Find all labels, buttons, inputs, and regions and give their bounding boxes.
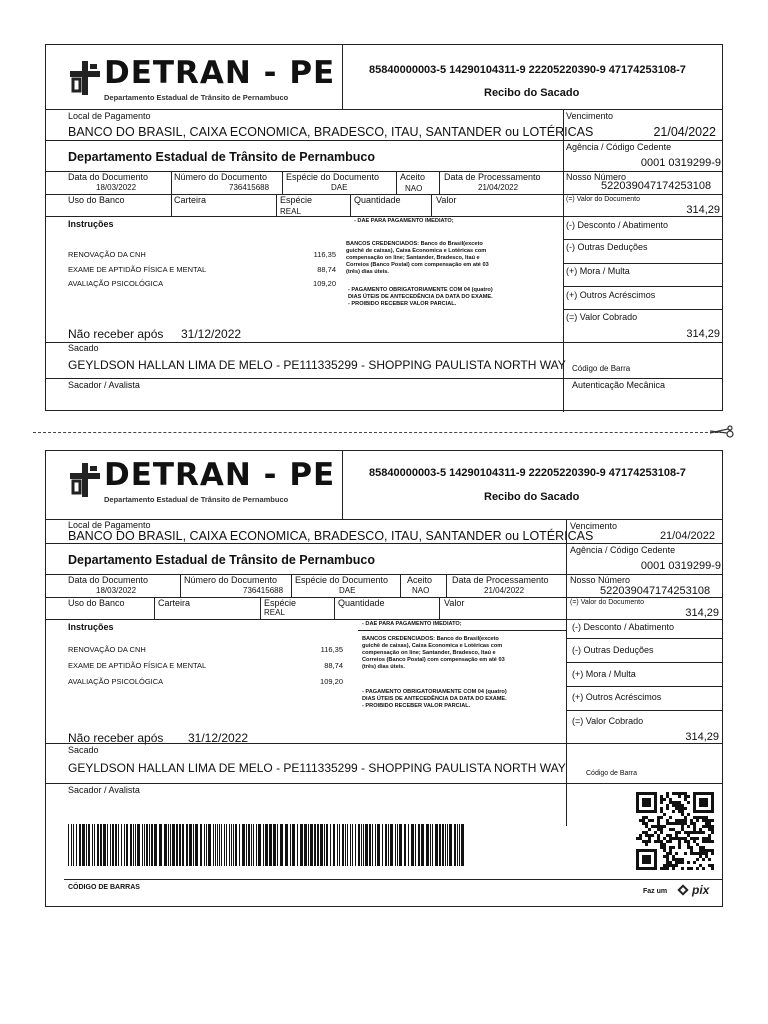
numero-documento-label: Número do Documento: [184, 575, 278, 585]
nao-receber-label: Não receber após: [68, 731, 164, 745]
especie-documento-label: Espécie do Documento: [295, 575, 389, 585]
item-value: 116,35: [313, 250, 336, 259]
agencia-value: 0001 0319299-9: [640, 157, 721, 169]
boleto-recibo-sacado: [45, 44, 723, 411]
instrucoes-label: Instruções: [68, 622, 114, 632]
item-name: RENOVAÇÃO DA CNH: [68, 645, 146, 654]
item-value: 109,20: [313, 279, 336, 288]
nosso-numero-value: 522039047174253108: [600, 585, 711, 597]
outras-deducoes-label: (-) Outras Deduções: [566, 242, 648, 252]
instruction-block: BANCOS CREDENCIADOS: Banco do Brasil(exceto guichê de caixas), Caixa Economica e Lotéricas com compensação on line; Santander, Bradesco, Itaú e Correios (Banco Postal) com compensação em até 03 (três) dias úteis.: [346, 241, 489, 275]
outros-acrescimos-label: (+) Outros Acréscimos: [566, 290, 656, 300]
item-value: 109,20: [320, 677, 343, 686]
mora-multa-label: (+) Mora / Multa: [572, 669, 636, 679]
cut-line: [33, 432, 723, 433]
outras-deducoes-label: (-) Outras Deduções: [572, 645, 654, 655]
vencimento-value: 21/04/2022: [653, 125, 716, 139]
data-processamento-value: 21/04/2022: [484, 586, 525, 595]
item-name: RENOVAÇÃO DA CNH: [68, 250, 146, 259]
valor-cobrado-label: (=) Valor Cobrado: [572, 716, 644, 726]
logo-title: DETRAN - PE: [104, 457, 336, 493]
scissors-icon: [708, 424, 736, 438]
pix-logo-icon: [676, 883, 690, 897]
data-documento-value: 18/03/2022: [96, 586, 137, 595]
sacado-value: GEYLDSON HALLAN LIMA DE MELO - PE111335299 - SHOPPING PAULISTA NORTH WAY: [68, 358, 566, 372]
vencimento-label: Vencimento: [570, 521, 618, 531]
especie-value: REAL: [264, 608, 285, 617]
codigo-barras-label: CÓDIGO DE BARRAS: [68, 884, 140, 891]
cedente-value: Departamento Estadual de Trânsito de Pernambuco: [68, 150, 376, 164]
data-processamento-label: Data de Processamento: [452, 575, 549, 585]
cedente-value: Departamento Estadual de Trânsito de Pernambuco: [68, 553, 376, 567]
detran-logo-icon: [70, 61, 100, 95]
uso-banco-label: Uso do Banco: [68, 195, 125, 205]
especie-documento-value: DAE: [339, 586, 356, 595]
data-documento-label: Data do Documento: [68, 575, 149, 585]
pix-wordmark: pix: [692, 883, 710, 897]
item-name: EXAME DE APTIDÃO FÍSICA E MENTAL: [68, 661, 207, 670]
logo-subtitle: Departamento Estadual de Trânsito de Pernambuco: [104, 93, 289, 102]
item-value: 88,74: [317, 265, 336, 274]
logo-title: DETRAN - PE: [104, 55, 336, 91]
data-documento-value: 18/03/2022: [96, 183, 137, 192]
item-value: 88,74: [324, 661, 343, 670]
sacador-label: Sacador / Avalista: [68, 380, 140, 390]
receipt-title: Recibo do Sacado: [484, 491, 580, 503]
especie-documento-value: DAE: [331, 183, 348, 192]
aceite-label: Aceito: [400, 172, 426, 182]
receipt-title: Recibo do Sacado: [484, 87, 580, 99]
codigo-barra-label: Código de Barra: [586, 770, 637, 777]
aceite-value: NAO: [412, 586, 430, 595]
barcode-icon: [68, 824, 468, 866]
uso-banco-label: Uso do Banco: [68, 598, 125, 608]
detran-logo-icon: [70, 463, 100, 497]
quantidade-label: Quantidade: [338, 598, 385, 608]
autenticacao-label: Autenticação Mecânica: [572, 380, 666, 390]
agencia-label: Agência / Código Cedente: [570, 545, 676, 555]
especie-value: REAL: [280, 207, 301, 216]
valor-cobrado-label: (=) Valor Cobrado: [566, 312, 638, 322]
nao-receber-value: 31/12/2022: [188, 731, 249, 745]
instruction-block: BANCOS CREDENCIADOS: Banco do Brasil(exceto guichê de caixas), Caixa Economica e Lotéricas com compensação on line; Santander, Bradesco, Itaú e Correios (Banco Postal) com compensação em até 03 (três) dias úteis.: [362, 636, 505, 670]
desconto-label: (-) Desconto / Abatimento: [566, 220, 669, 230]
nosso-numero-label: Nosso Número: [570, 575, 631, 585]
vencimento-label: Vencimento: [566, 111, 614, 121]
especie-label: Espécie: [264, 598, 297, 608]
instruction-block-2: - PAGAMENTO OBRIGATORIAMENTE COM 04 (quatro) DIAS ÚTEIS DE ANTECEDÊNCIA DA DATA DO EXAME. - PROIBIDO RECEBER VALOR PARCIAL.: [362, 689, 507, 709]
logo-subtitle: Departamento Estadual de Trânsito de Pernambuco: [104, 495, 289, 504]
valor-cobrado-value: 314,29: [685, 731, 719, 743]
especie-label: Espécie: [280, 195, 313, 205]
desconto-label: (-) Desconto / Abatimento: [572, 622, 675, 632]
especie-documento-label: Espécie do Documento: [286, 172, 380, 182]
data-processamento-label: Data de Processamento: [444, 172, 541, 182]
item-name: AVALIAÇÃO PSICOLÓGICA: [68, 279, 164, 288]
sacado-label: Sacado: [68, 343, 99, 353]
valor-documento-value: 314,29: [686, 204, 720, 216]
vencimento-value: 21/04/2022: [659, 530, 715, 542]
digitable-line[interactable]: 85840000003-5 14290104311-9 22205220390-9 47174253108-7: [369, 64, 686, 76]
codigo-barra-label: Código de Barra: [572, 364, 631, 373]
instruction-line: - DAE PARA PAGAMENTO IMEDIATO;: [354, 218, 454, 224]
agencia-value: 0001 0319299-9: [640, 560, 721, 572]
sacador-label: Sacador / Avalista: [68, 785, 140, 795]
agencia-label: Agência / Código Cedente: [566, 142, 672, 152]
boleto-ficha-compensacao: [45, 450, 723, 907]
nosso-numero-value: 522039047174253108: [601, 180, 712, 192]
item-name: AVALIAÇÃO PSICOLÓGICA: [68, 677, 164, 686]
local-pagamento-value: BANCO DO BRASIL, CAIXA ECONOMICA, BRADESCO, ITAU, SANTANDER ou LOTÉRICAS: [68, 125, 594, 139]
quantidade-label: Quantidade: [354, 195, 401, 205]
qr-code-icon: [636, 792, 714, 870]
faz-um-label: Faz um: [643, 888, 668, 895]
local-pagamento-label: Local de Pagamento: [68, 111, 151, 121]
data-processamento-value: 21/04/2022: [478, 183, 519, 192]
item-value: 116,35: [320, 645, 343, 654]
valor-label: Valor: [436, 195, 457, 205]
aceite-value: NAO: [405, 184, 423, 193]
nosso-numero-label: Nosso Número: [566, 172, 627, 182]
instruction-line: - DAE PARA PAGAMENTO IMEDIATO;: [362, 621, 462, 627]
digitable-line[interactable]: 85840000003-5 14290104311-9 22205220390-9 47174253108-7: [369, 467, 686, 479]
sacado-label: Sacado: [68, 745, 99, 755]
instrucoes-label: Instruções: [68, 219, 114, 229]
valor-documento-label: (=) Valor do Documento: [566, 196, 640, 203]
mora-multa-label: (+) Mora / Multa: [566, 266, 630, 276]
numero-documento-value: 736415688: [229, 183, 270, 192]
nao-receber-label: Não receber após: [68, 327, 164, 341]
carteira-label: Carteira: [158, 598, 191, 608]
valor-documento-value: 314,29: [685, 607, 719, 619]
valor-documento-label: (=) Valor do Documento: [570, 599, 644, 606]
numero-documento-value: 736415688: [243, 586, 284, 595]
carteira-label: Carteira: [174, 195, 207, 205]
instruction-block-2: - PAGAMENTO OBRIGATORIAMENTE COM 04 (quatro) DIAS ÚTEIS DE ANTECEDÊNCIA DA DATA DO EXAME. - PROIBIDO RECEBER VALOR PARCIAL.: [348, 287, 493, 307]
valor-cobrado-value: 314,29: [686, 328, 720, 340]
sacado-value: GEYLDSON HALLAN LIMA DE MELO - PE111335299 - SHOPPING PAULISTA NORTH WAY: [68, 761, 566, 775]
data-documento-label: Data do Documento: [68, 172, 149, 182]
aceite-label: Aceito: [407, 575, 433, 585]
local-pagamento-value: BANCO DO BRASIL, CAIXA ECONOMICA, BRADESCO, ITAU, SANTANDER ou LOTÉRICAS: [68, 529, 594, 543]
nao-receber-value: 31/12/2022: [181, 327, 242, 341]
valor-label: Valor: [444, 598, 465, 608]
item-name: EXAME DE APTIDÃO FÍSICA E MENTAL: [68, 265, 207, 274]
outros-acrescimos-label: (+) Outros Acréscimos: [572, 692, 662, 702]
numero-documento-label: Número do Documento: [174, 172, 268, 182]
local-pagamento-label: Local de Pagamento: [68, 520, 151, 530]
